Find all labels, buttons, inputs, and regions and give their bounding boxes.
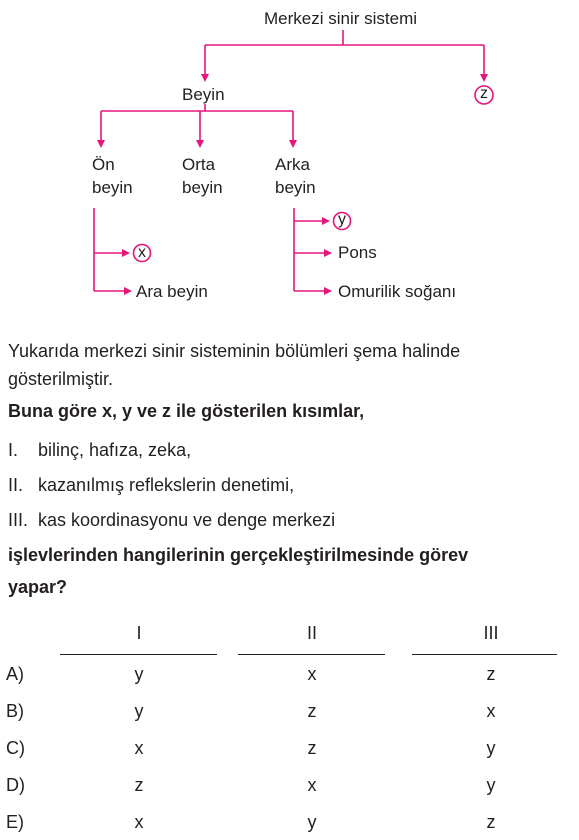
option-c-col-2: z [307,738,317,758]
option-b-col-2: z [307,701,317,721]
label-y: y [338,211,346,228]
column-rule-1 [60,654,217,655]
option-d[interactable]: D) [6,775,25,795]
option-a[interactable]: A) [6,664,24,684]
statement-1-text: bilinç, hafıza, zeka, [38,440,192,460]
option-c[interactable]: C) [6,738,25,758]
label-beyin: Beyin [182,85,225,104]
nervous-system-diagram [0,0,579,320]
option-c-col-3: y [486,738,496,758]
option-a-col-2: x [307,664,317,684]
question-intro-2: gösterilmiştir. [8,369,114,389]
option-e-col-3: z [486,812,496,832]
option-c-col-1: x [134,738,144,758]
question-intro-1: Yukarıda merkezi sinir sisteminin bölümleri şema halinde [8,341,461,361]
statement-2-num: II. [8,475,24,495]
label-orta-2: beyin [182,178,223,197]
label-ara-beyin: Ara beyin [136,282,208,301]
question-prompt: Buna göre x, y ve z ile gösterilen kısımlar, [8,401,365,421]
label-arka-2: beyin [275,178,316,197]
column-rule-2 [238,654,385,655]
option-b-col-3: x [486,701,496,721]
column-rule-3 [412,654,557,655]
statement-1-num: I. [8,440,19,460]
column-header-2: II [306,623,317,643]
option-a-col-3: z [486,664,496,684]
statement-1 [8,436,191,464]
label-on-2: beyin [92,178,133,197]
question-ask-1: işlevlerinden hangilerinin gerçekleştirilmesinde görev [8,545,469,565]
statement-2 [8,471,294,499]
statement-3 [8,506,335,534]
option-b[interactable]: B) [6,701,24,721]
option-e-col-2: y [307,812,317,832]
option-d-col-3: y [486,775,496,795]
option-d-col-2: x [307,775,317,795]
statement-3-text: kas koordinasyonu ve denge merkezi [38,510,336,530]
label-pons: Pons [338,243,377,262]
label-orta-1: Orta [182,155,216,174]
label-x: x [138,244,146,261]
option-e[interactable]: E) [6,812,24,832]
statement-3-num: III. [8,510,29,530]
label-omurilik: Omurilik soğanı [338,282,457,301]
option-a-col-1: y [134,664,144,684]
option-b-col-1: y [134,701,144,721]
label-root: Merkezi sinir sistemi [264,9,418,28]
option-d-col-1: z [134,775,144,795]
question-ask-2: yapar? [8,577,68,597]
label-z: z [480,85,488,102]
statement-2-text: kazanılmış reflekslerin denetimi, [38,475,295,495]
column-header-1: I [136,623,142,643]
label-on-1: Ön [92,155,115,174]
option-e-col-1: x [134,812,144,832]
column-header-3: III [483,623,499,643]
label-arka-1: Arka [275,155,310,174]
